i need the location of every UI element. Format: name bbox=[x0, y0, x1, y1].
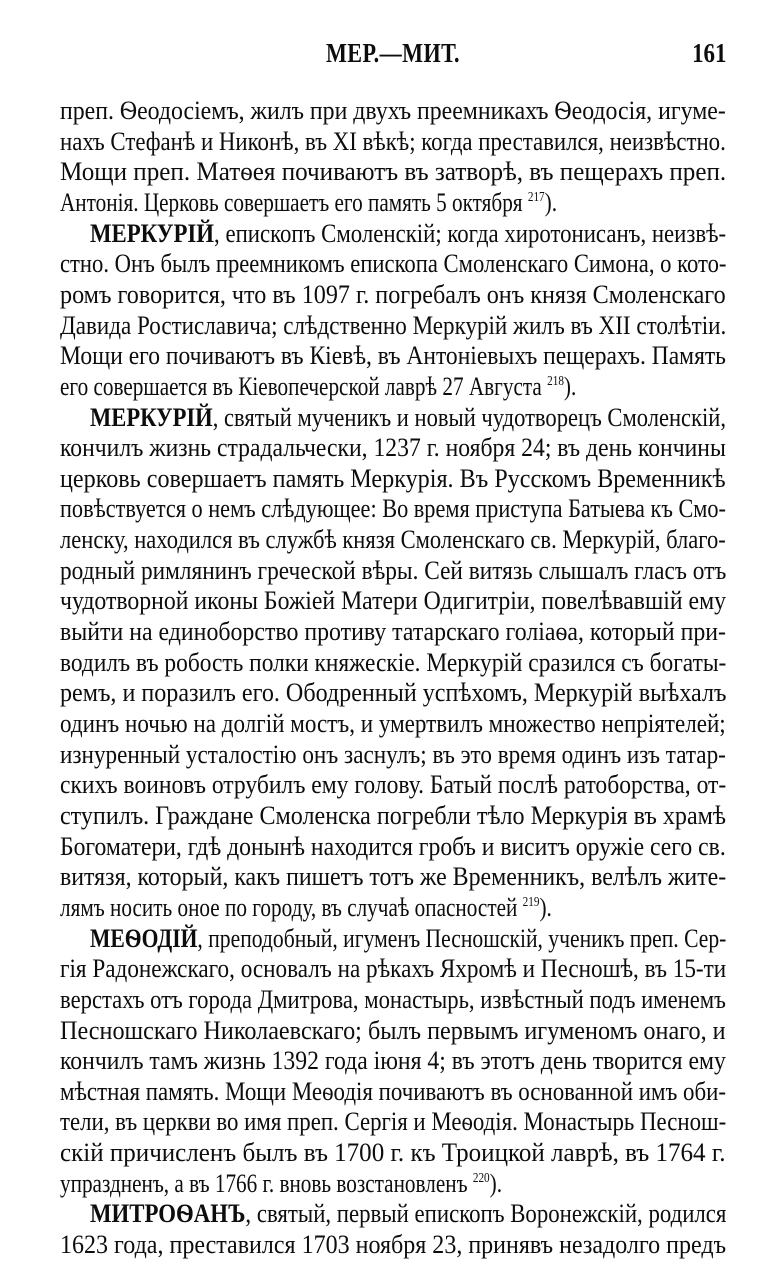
running-head bbox=[60, 38, 726, 78]
text-line bbox=[60, 94, 726, 126]
text-line bbox=[60, 738, 726, 770]
line-text: , святый, первый епископъ Воронежскій, родился bbox=[245, 1198, 727, 1229]
entry-first-line bbox=[90, 401, 726, 433]
text-line bbox=[60, 676, 726, 708]
text-line bbox=[60, 646, 726, 678]
line-text: преп. Ѳеодосіемъ, жилъ при двухъ преемникахъ Ѳеодосія, игуме- bbox=[60, 95, 726, 125]
line-text: церковь совершаетъ память Меркурія. Въ Русскомъ Временникѣ bbox=[60, 462, 726, 493]
line-text: , преподобный, игуменъ Песношскій, ученикъ преп. Сер- bbox=[197, 922, 727, 953]
line-tail: ). bbox=[489, 1167, 503, 1198]
text-line bbox=[60, 860, 726, 892]
text-line bbox=[60, 247, 726, 279]
entry-first-line bbox=[90, 217, 726, 249]
line-text: Мощи его почиваютъ въ Кіевѣ, въ Антоніевыхъ пещерахъ. Память bbox=[60, 340, 726, 371]
text-line bbox=[60, 370, 576, 402]
footnote-marker: 218 bbox=[547, 374, 564, 390]
text-line bbox=[60, 1105, 726, 1137]
line-text: повѣствуется о немъ слѣдующее: Во время приступа Батыева къ Смо- bbox=[60, 493, 726, 524]
line-text: 1623 года, преставился 1703 ноября 23, принявъ незадолго предъ bbox=[60, 1229, 727, 1260]
text-line bbox=[60, 584, 726, 616]
line-text: , святый мученикъ и новый чудотворецъ Смоленскій, bbox=[212, 401, 727, 432]
text-line bbox=[60, 952, 726, 984]
text-line bbox=[60, 462, 726, 494]
line-text: кончилъ тамъ жизнь 1392 года іюня 4; въ этотъ день творится ему bbox=[60, 1045, 726, 1076]
entry-first-line bbox=[90, 922, 726, 954]
entry-headword: МИТРОѲАНЪ bbox=[90, 1198, 246, 1229]
line-text: ромъ говорится, что въ 1097 г. погребалъ онъ князя Смоленскаго bbox=[60, 278, 726, 309]
line-text: Песношскаго Николаевскаго; былъ первымъ игуменомъ онаго, и bbox=[60, 1014, 726, 1045]
line-text: , епископъ Смоленскій; когда хиротонисанъ, неизвѣ- bbox=[214, 217, 727, 248]
line-text: родный римлянинъ греческой вѣры. Сей витязь слышалъ гласъ отъ bbox=[60, 554, 727, 585]
text-line bbox=[60, 431, 726, 463]
line-text: упраздненъ, а въ 1766 г. вновь возстановленъ bbox=[60, 1167, 473, 1198]
line-text: выйти на единоборство противу татарскаго голіаѳа, который при- bbox=[60, 616, 726, 647]
line-text: одинъ ночью на долгій мостъ, и умертвилъ множество непріятелей; bbox=[60, 708, 726, 738]
entry-headword: МЕРКУРІЙ bbox=[90, 217, 215, 248]
line-text: водилъ въ робость полки княжескіе. Меркурій сразился съ богаты- bbox=[60, 646, 727, 677]
text-line bbox=[60, 830, 726, 862]
line-text: Мощи преп. Матѳея почиваютъ въ затворѣ, въ пещерахъ преп. bbox=[60, 156, 727, 187]
text-line bbox=[60, 615, 726, 647]
line-text: скихъ воиновъ отрубилъ ему голову. Батый послѣ ратоборства, от- bbox=[60, 769, 727, 800]
footnote-marker: 220 bbox=[472, 1170, 490, 1186]
line-tail: ). bbox=[539, 891, 552, 922]
line-text: верстахъ отъ города Дмитрова, монастырь, извѣстный подъ именемъ bbox=[60, 983, 726, 1014]
text-line bbox=[60, 155, 726, 187]
line-tail: ). bbox=[544, 186, 558, 217]
text-line bbox=[60, 309, 726, 341]
line-text: кончилъ жизнь страдальчески, 1237 г. ноября 24; въ день кончины bbox=[60, 432, 726, 463]
line-text: Давида Ростиславича; слѣдственно Меркурій жилъ въ XII столѣтіи. bbox=[60, 309, 727, 340]
text-line bbox=[60, 492, 726, 524]
footnote-marker: 219 bbox=[522, 895, 540, 911]
text-line bbox=[60, 186, 557, 218]
text-line bbox=[60, 1167, 502, 1199]
text-line bbox=[60, 799, 726, 831]
line-text: изнуренный усталостію онъ заснулъ; въ это время одинъ изъ татар- bbox=[60, 738, 726, 769]
line-text: витязя, который, какъ пишетъ тотъ же Временникъ, велѣлъ жите- bbox=[60, 861, 727, 892]
footnote-marker: 217 bbox=[527, 190, 545, 206]
line-text: скій причисленъ былъ въ 1700 г. къ Троицкой лаврѣ, въ 1764 г. bbox=[60, 1137, 726, 1168]
entry-headword: МЕРКУРІЙ bbox=[90, 401, 213, 432]
running-title: МЕР.—МИТ. bbox=[326, 38, 460, 68]
text-line bbox=[60, 983, 726, 1015]
line-text: лямъ носить оное по городу, въ случаѣ опасностей bbox=[60, 891, 523, 922]
line-text: чудотворной иконы Божіей Матери Одигитріи, повелѣвавшій ему bbox=[60, 585, 727, 616]
text-line bbox=[60, 523, 726, 555]
line-text: тели, въ церкви во имя преп. Сергія и Меѳодія. Монастырь Песнош- bbox=[60, 1106, 727, 1137]
line-text: стно. Онъ былъ преемникомъ епископа Смоленскаго Симона, о кото- bbox=[60, 248, 727, 279]
text-line bbox=[60, 339, 726, 371]
page-number: 161 bbox=[691, 38, 726, 68]
text-line bbox=[60, 1075, 726, 1107]
line-text: ленску, находился въ службѣ князя Смоленскаго св. Меркурій, благо- bbox=[60, 524, 726, 555]
text-line bbox=[60, 1136, 726, 1168]
text-line bbox=[60, 1044, 726, 1076]
text-line bbox=[60, 554, 726, 586]
text-line bbox=[60, 1014, 726, 1046]
line-text: мѣстная память. Мощи Меѳодія почиваютъ въ основанной имъ оби- bbox=[60, 1075, 726, 1106]
text-line bbox=[60, 278, 726, 310]
line-text: ремъ, и поразилъ его. Ободренный успѣхомъ, Меркурій выѣхалъ bbox=[60, 677, 727, 708]
text-line bbox=[60, 891, 552, 923]
line-text: Антонія. Церковь совершаетъ его память 5 октября bbox=[60, 186, 528, 217]
text-line bbox=[60, 707, 726, 739]
line-text: ступилъ. Граждане Смоленска погребли тѣло Меркурія въ храмѣ bbox=[60, 799, 726, 830]
line-text: его совершается въ Кіевопечерской лаврѣ 27 Августа bbox=[60, 370, 548, 401]
entry-first-line bbox=[90, 1197, 726, 1229]
entry-headword: МЕѲОДІЙ bbox=[90, 922, 198, 953]
text-line bbox=[60, 125, 726, 157]
line-text: гія Радонежскаго, основалъ на рѣкахъ Яхромѣ и Песношѣ, въ 15-ти bbox=[60, 953, 727, 984]
line-text: Богоматери, гдѣ донынѣ находится гробъ и виситъ оружіе сего св. bbox=[60, 830, 726, 861]
text-line bbox=[60, 1228, 726, 1260]
line-text: нахъ Стефанѣ и Никонѣ, въ XI вѣкѣ; когда преставился, неизвѣстно. bbox=[60, 125, 726, 156]
line-tail: ). bbox=[563, 370, 577, 401]
text-line bbox=[60, 768, 726, 800]
